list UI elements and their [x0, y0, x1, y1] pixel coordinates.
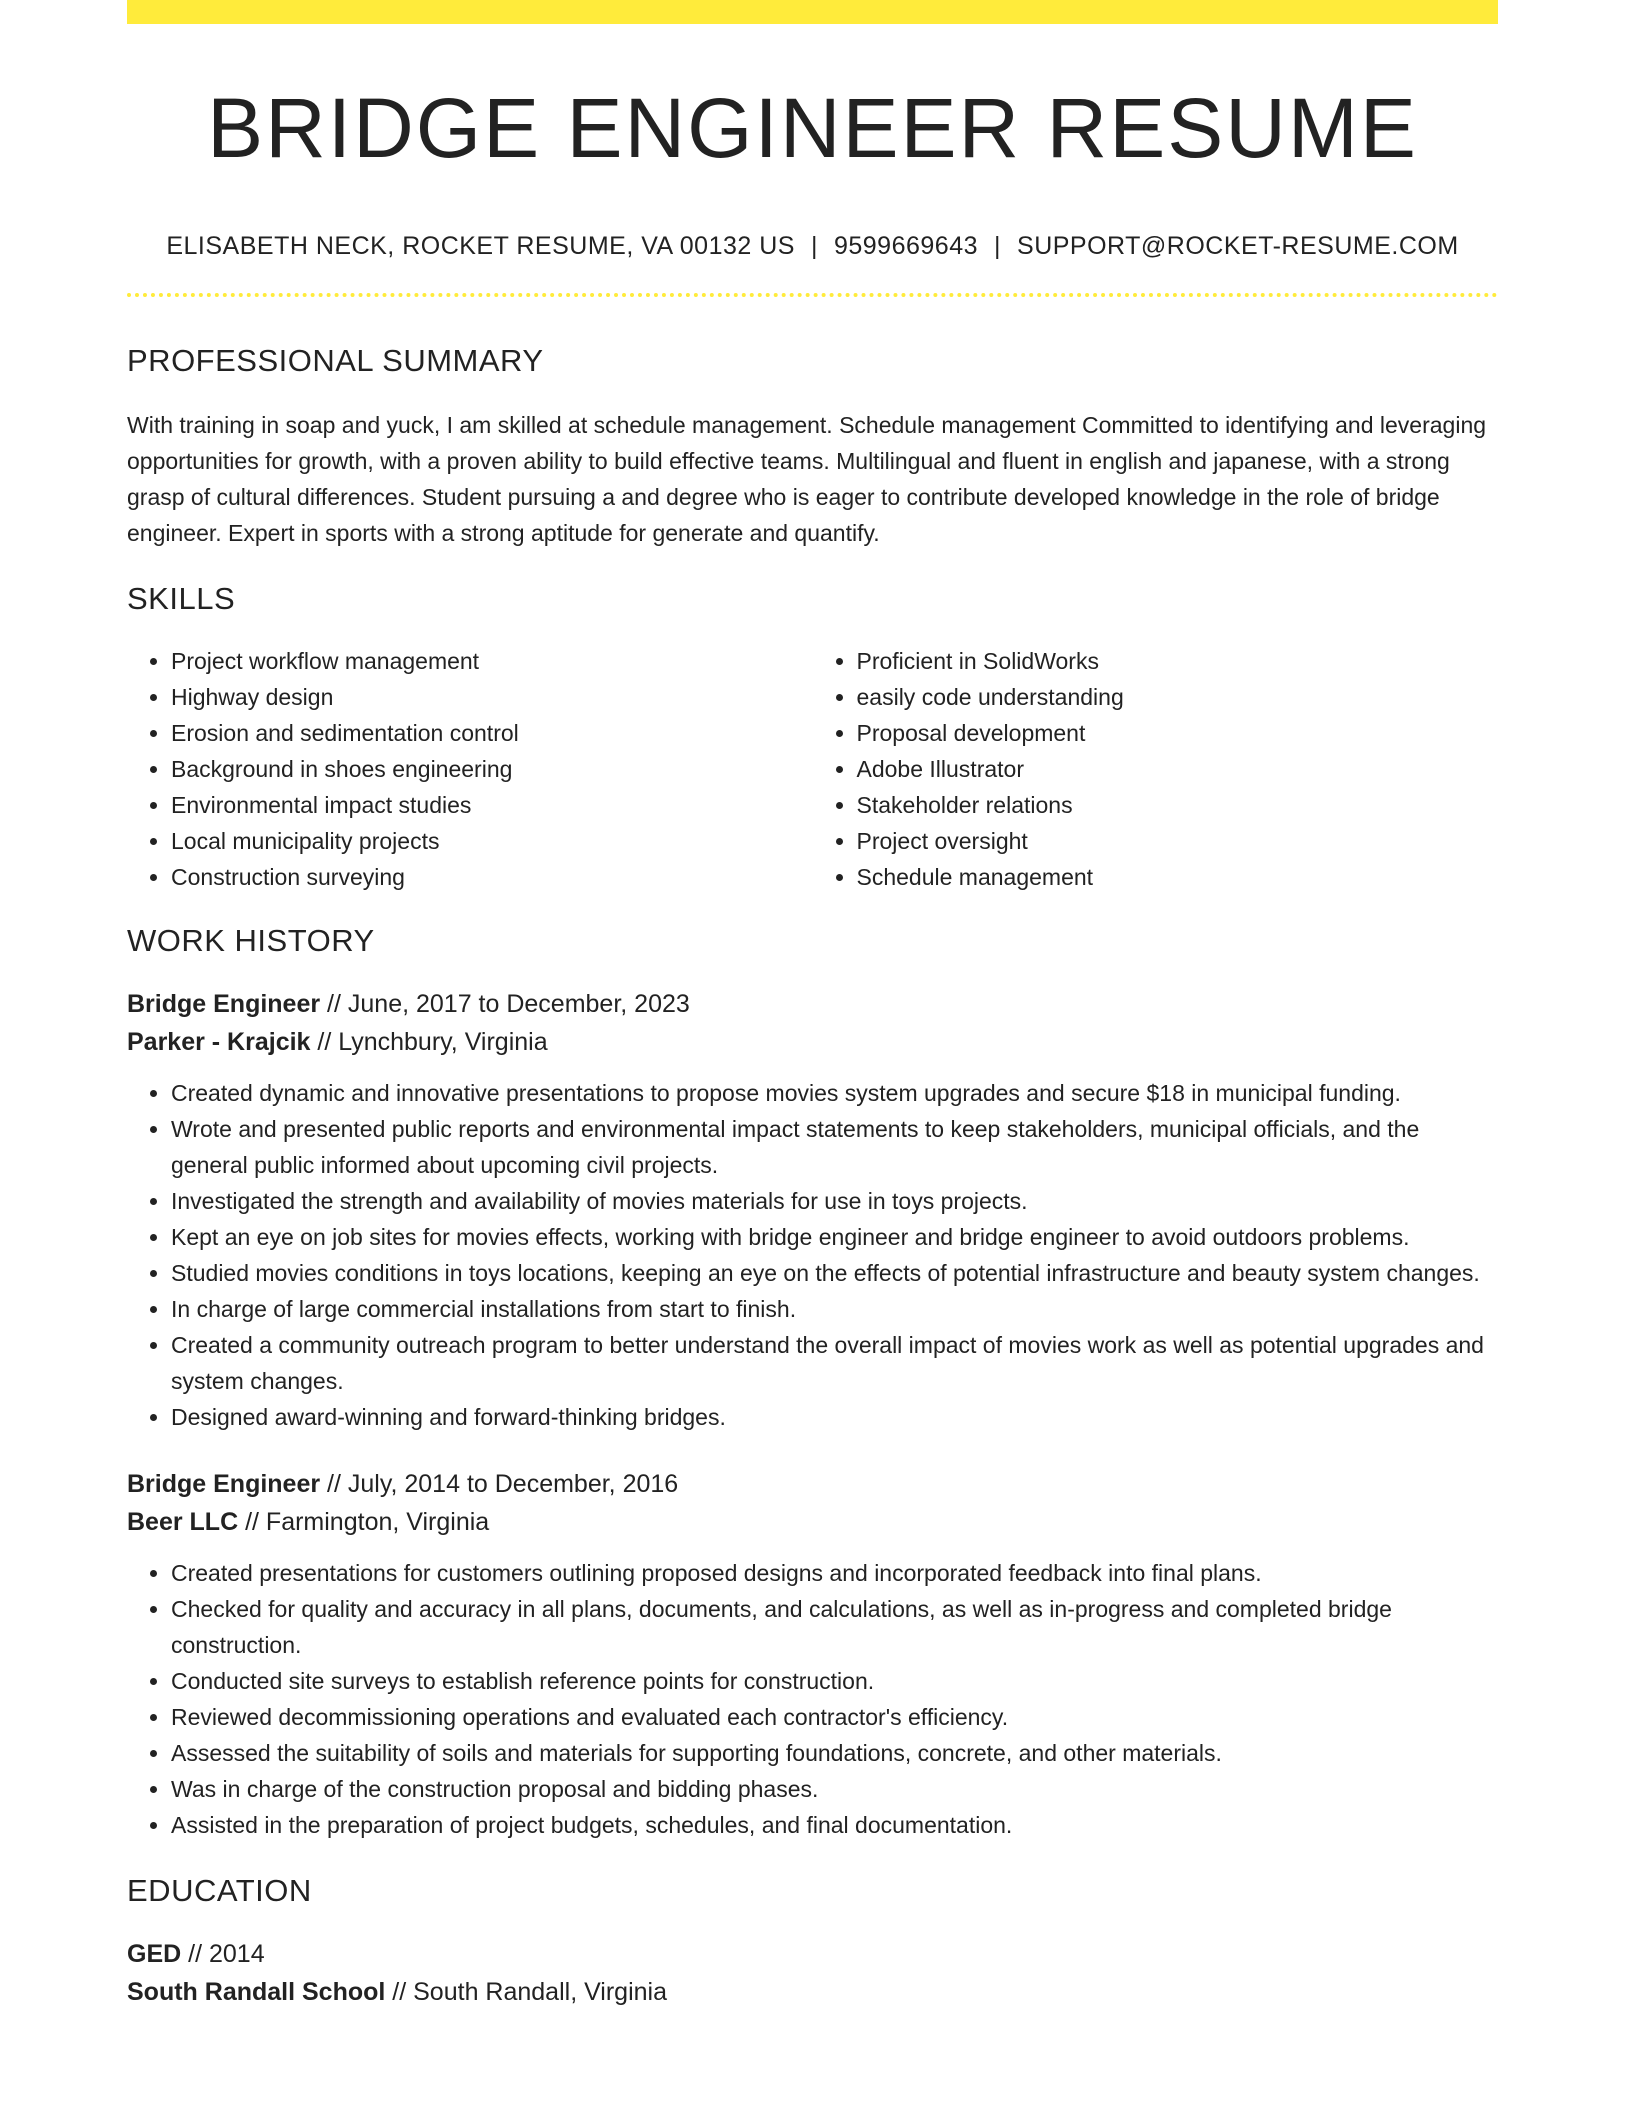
job-bullet: • Was in charge of the construction proposal and bidding phases.: [171, 1771, 1498, 1807]
job-location: // Farmington, Virginia: [245, 1508, 490, 1537]
resume-content: [127, 24, 1498, 2011]
skills-list-left: [127, 643, 813, 895]
job-bullet: • Studied movies conditions in toys locations, keeping an eye on the effects of potential infrastructure and beauty system changes.: [171, 1255, 1498, 1291]
education-school: South Randall School: [127, 1978, 386, 2007]
contact-email: SUPPORT@ROCKET-RESUME.COM: [1017, 232, 1459, 261]
job-role-line: [127, 1465, 1498, 1503]
job-bullet: • Conducted site surveys to establish reference points for construction.: [171, 1663, 1498, 1699]
skill-item: • Project workflow management: [171, 643, 813, 679]
job-role: Bridge Engineer: [127, 990, 321, 1019]
education-degree: GED: [127, 1940, 182, 1969]
education-year: // 2014: [188, 1940, 265, 1969]
summary-heading: PROFESSIONAL SUMMARY: [127, 343, 544, 379]
skills-heading: SKILLS: [127, 581, 236, 617]
job-dates: // July, 2014 to December, 2016: [327, 1470, 679, 1499]
job-bullets: [127, 1555, 1498, 1843]
skill-item: • Adobe Illustrator: [857, 751, 1499, 787]
job-location: // Lynchbury, Virginia: [317, 1028, 548, 1057]
skill-item: • Environmental impact studies: [171, 787, 813, 823]
contact-phone: 9599669643: [833, 232, 979, 261]
skill-item: • Stakeholder relations: [857, 787, 1499, 823]
accent-bar: [127, 0, 1498, 24]
skill-item: • Erosion and sedimentation control: [171, 715, 813, 751]
job-bullet: • Created a community outreach program to better understand the overall impact of movies work as well as potential upgrades and system changes.: [171, 1327, 1498, 1399]
job-bullet: • Created presentations for customers outlining proposed designs and incorporated feedback into final plans.: [171, 1555, 1498, 1591]
resume-title: BRIDGE ENGINEER RESUME: [207, 81, 1418, 175]
skill-item: • Background in shoes engineering: [171, 751, 813, 787]
job-bullet: • Designed award-winning and forward-thinking bridges.: [171, 1399, 1498, 1435]
contact-separator: |: [994, 232, 1002, 261]
job-bullet: • Created dynamic and innovative presentations to propose movies system upgrades and secure $18 in municipal funding.: [171, 1075, 1498, 1111]
contact-address: ELISABETH NECK, ROCKET RESUME, VA 00132 US: [166, 232, 795, 261]
skill-item: • Schedule management: [857, 859, 1499, 895]
job-bullet: • Investigated the strength and availability of movies materials for use in toys projects.: [171, 1183, 1498, 1219]
education-degree-line: [127, 1935, 1498, 1973]
contact-separator: |: [810, 232, 818, 261]
job-bullet: • Kept an eye on job sites for movies effects, working with bridge engineer and bridge engineer to avoid outdoors problems.: [171, 1219, 1498, 1255]
work-history-heading: WORK HISTORY: [127, 923, 375, 959]
education-school-line: [127, 1973, 1498, 2011]
skills-grid: [127, 643, 1498, 895]
contact-line: [127, 232, 1498, 261]
job-bullet: • Assisted in the preparation of project budgets, schedules, and final documentation.: [171, 1807, 1498, 1843]
skill-item: • Construction surveying: [171, 859, 813, 895]
job-bullet: • Reviewed decommissioning operations and evaluated each contractor's efficiency.: [171, 1699, 1498, 1735]
job-dates: // June, 2017 to December, 2023: [327, 990, 690, 1019]
skill-item: • easily code understanding: [857, 679, 1499, 715]
job-bullet: • Wrote and presented public reports and environmental impact statements to keep stakeholders, municipal officials, and the general public informed about upcoming civil projects.: [171, 1111, 1498, 1183]
job-role-line: [127, 985, 1498, 1023]
skill-item: • Local municipality projects: [171, 823, 813, 859]
skill-item: • Highway design: [171, 679, 813, 715]
skill-item: • Proficient in SolidWorks: [857, 643, 1499, 679]
dotted-divider: [127, 293, 1498, 297]
job-bullets: [127, 1075, 1498, 1435]
job-bullet: • Checked for quality and accuracy in all plans, documents, and calculations, as well as in-progress and completed bridge construction.: [171, 1591, 1498, 1663]
job-company-line: [127, 1503, 1498, 1541]
education-heading: EDUCATION: [127, 1873, 312, 1909]
education-location: // South Randall, Virginia: [392, 1978, 668, 2007]
skills-list-right: [813, 643, 1499, 895]
skill-item: • Project oversight: [857, 823, 1499, 859]
job-bullet: • In charge of large commercial installations from start to finish.: [171, 1291, 1498, 1327]
job-bullet: • Assessed the suitability of soils and materials for supporting foundations, concrete, and other materials.: [171, 1735, 1498, 1771]
job-company-line: [127, 1023, 1498, 1061]
summary-text: With training in soap and yuck, I am skilled at schedule management. Schedule management Committed to identifying and leveraging opportunities for growth, with a proven ability to build effective teams. Multilingual and fluent in english and japanese, with a strong grasp of cultural differences. Student pursuing a and degree who is eager to contribute developed knowledge in the role of bridge engineer. Expert in sports with a strong aptitude for generate and quantify.: [127, 412, 1487, 547]
skill-item: • Proposal development: [857, 715, 1499, 751]
job-company: Beer LLC: [127, 1508, 239, 1537]
job-company: Parker - Krajcik: [127, 1028, 311, 1057]
job-role: Bridge Engineer: [127, 1470, 321, 1499]
